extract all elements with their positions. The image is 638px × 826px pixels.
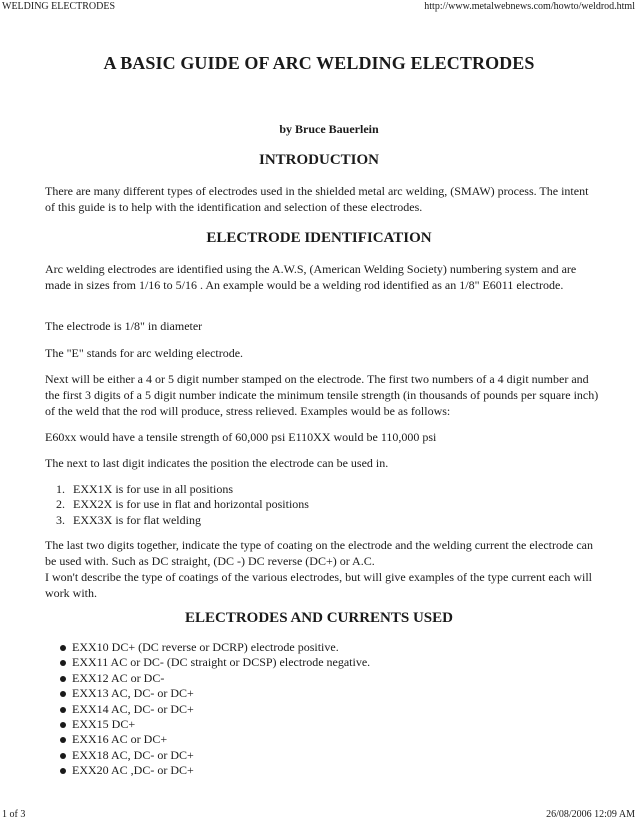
list-item-text: EXX16 AC or DC+	[72, 732, 168, 747]
list-item-text: EXX10 DC+ (DC reverse or DCRP) electrode positive.	[72, 640, 339, 654]
bullet-icon	[60, 660, 66, 666]
list-item-text: EXX2X is for use in flat and horizontal positions	[73, 497, 309, 512]
identification-paragraph-diameter: The electrode is 1/8" in diameter	[45, 319, 203, 333]
list-item-text: EXX18 AC, DC- or DC+	[72, 747, 194, 762]
list-number: 1.	[56, 482, 65, 496]
list-item	[45, 655, 600, 670]
list-number: 3.	[56, 512, 65, 527]
identification-paragraph-e: The "E" stands for arc welding electrode.	[45, 346, 244, 360]
list-item-text: EXX20 AC ,DC- or DC+	[72, 763, 194, 778]
list-number: 2.	[56, 497, 65, 512]
coating-paragraph-line-1: The last two digits together, indicate the type of coating on the electrode and the welding current the electrode can be used with. Such as DC straight, (DC -) DC reverse (DC+) or A.C.	[45, 538, 593, 568]
list-item-text: EXX13 AC, DC- or DC+	[72, 686, 194, 701]
electrodes-currents-heading: ELECTRODES AND CURRENTS USED	[185, 610, 453, 626]
bullet-icon	[60, 707, 66, 713]
list-item	[45, 640, 600, 655]
page-counter: 1 of 3	[2, 809, 26, 820]
list-item	[45, 763, 600, 778]
identification-paragraph-position: The next to last digit indicates the position the electrode can be used in.	[45, 456, 389, 470]
list-item	[45, 717, 600, 732]
author-line: by Bruce Bauerlein	[279, 122, 379, 136]
list-item	[45, 748, 600, 763]
list-item-text: EXX15 DC+	[72, 717, 136, 732]
list-item	[45, 702, 600, 717]
bullet-icon	[60, 645, 66, 651]
electrode-identification-heading: ELECTRODE IDENTIFICATION	[206, 230, 432, 246]
list-item	[45, 671, 600, 686]
browser-header-title: WELDING ELECTRODES	[2, 1, 116, 12]
identification-paragraph-digits: Next will be either a 4 or 5 digit number stamped on the electrode. The first two numbers of a 4 digit number and the first 3 digits of a 5 digit number indicate the minimum tensile strength (in thousands of pounds per square inch) of the weld that the rod will produce, stress relieved. Examples would be as follows:	[45, 372, 599, 418]
position-list	[45, 482, 600, 528]
list-item-text: EXX12 AC or DC-	[72, 670, 165, 685]
browser-header-url: http://www.metalwebnews.com/howto/weldrod.html	[424, 1, 635, 12]
list-item	[45, 686, 600, 701]
introduction-heading: INTRODUCTION	[258, 152, 379, 168]
list-item	[45, 732, 600, 747]
list-item-text: EXX14 AC, DC- or DC+	[72, 701, 194, 716]
list-item	[45, 482, 600, 497]
list-item-text: EXX1X is for use in all positions	[73, 482, 233, 496]
bullet-icon	[60, 722, 66, 728]
list-item	[45, 497, 600, 512]
page-title: A BASIC GUIDE OF ARC WELDING ELECTRODES	[103, 53, 535, 73]
list-item-text: EXX3X is for flat welding	[73, 512, 201, 527]
bullet-icon	[60, 691, 66, 697]
identification-paragraph-examples: E60xx would have a tensile strength of 60,000 psi E110XX would be 110,000 psi	[45, 430, 437, 444]
list-item-text: EXX11 AC or DC- (DC straight or DCSP) electrode negative.	[72, 655, 371, 670]
currents-list	[45, 640, 600, 779]
coating-paragraph	[45, 537, 600, 601]
bullet-icon	[60, 753, 66, 759]
bullet-icon	[60, 768, 66, 774]
bullet-icon	[60, 737, 66, 743]
introduction-paragraph: There are many different types of electrodes used in the shielded metal arc welding, (SMAW) process. The intent of this guide is to help with the identification and selection of these electrodes.	[45, 184, 589, 214]
coating-paragraph-line-2: I won't describe the type of coatings of the various electrodes, but will give examples of the type current each will work with.	[45, 570, 592, 600]
print-datetime: 26/08/2006 12:09 AM	[546, 809, 635, 820]
list-item	[45, 513, 600, 528]
identification-paragraph-aws: Arc welding electrodes are identified using the A.W.S, (American Welding Society) numbering system and are made in sizes from 1/16 to 5/16 . An example would be a welding rod identified as an 1/8" E6011 electrode.	[45, 262, 577, 292]
bullet-icon	[60, 676, 66, 682]
